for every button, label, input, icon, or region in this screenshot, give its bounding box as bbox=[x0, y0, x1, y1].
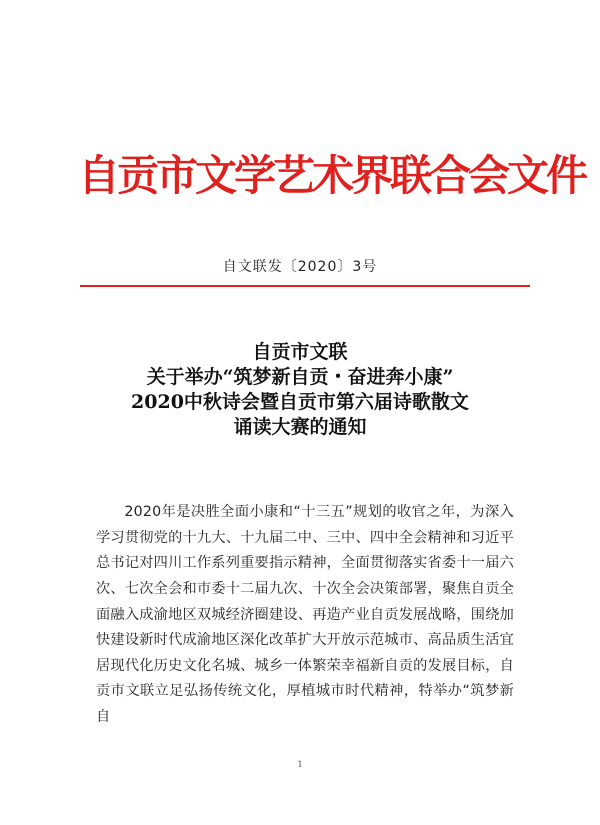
notice-title-line-3: 2020中秋诗会暨自贡市第六届诗歌散文 bbox=[131, 391, 469, 413]
notice-title-line-4: 诵读大赛的通知 bbox=[233, 416, 367, 438]
notice-title bbox=[60, 340, 540, 440]
document-number: 自文联发〔2020〕3号 bbox=[222, 259, 378, 275]
page-number: 1 bbox=[297, 760, 303, 769]
notice-title-line-1: 自贡市文联 bbox=[252, 341, 348, 363]
notice-title-line-2: 关于举办“筑梦新自贡・奋进奔小康” bbox=[146, 366, 454, 388]
document-header-title: 自贡市文学艺术界联合会文件 bbox=[78, 151, 586, 200]
header-divider-rule bbox=[80, 285, 530, 287]
body-paragraph: 2020年是决胜全面小康和“十三五”规划的收官之年，为深入学习贯彻党的十九大、十九届二中、三中、四中全会精神和习近平总书记对四川工作系列重要指示精神，全面贯彻落实省委十一届六次、七次全会和市委十二届九次、十次全会决策部署，聚焦自贡全面融入成渝地区双城经济圈建设、再造产业自贡发展战略，围绕加快建设新时代成渝地区深化改革扩大开放示范城市、高品质生活宜居现代化历史文化名城、城乡一体繁荣幸福新自贡的发展目标，自贡市文联立足弘扬传统文化，厚植城市时代精神，特举办“筑梦新自 bbox=[96, 504, 514, 725]
